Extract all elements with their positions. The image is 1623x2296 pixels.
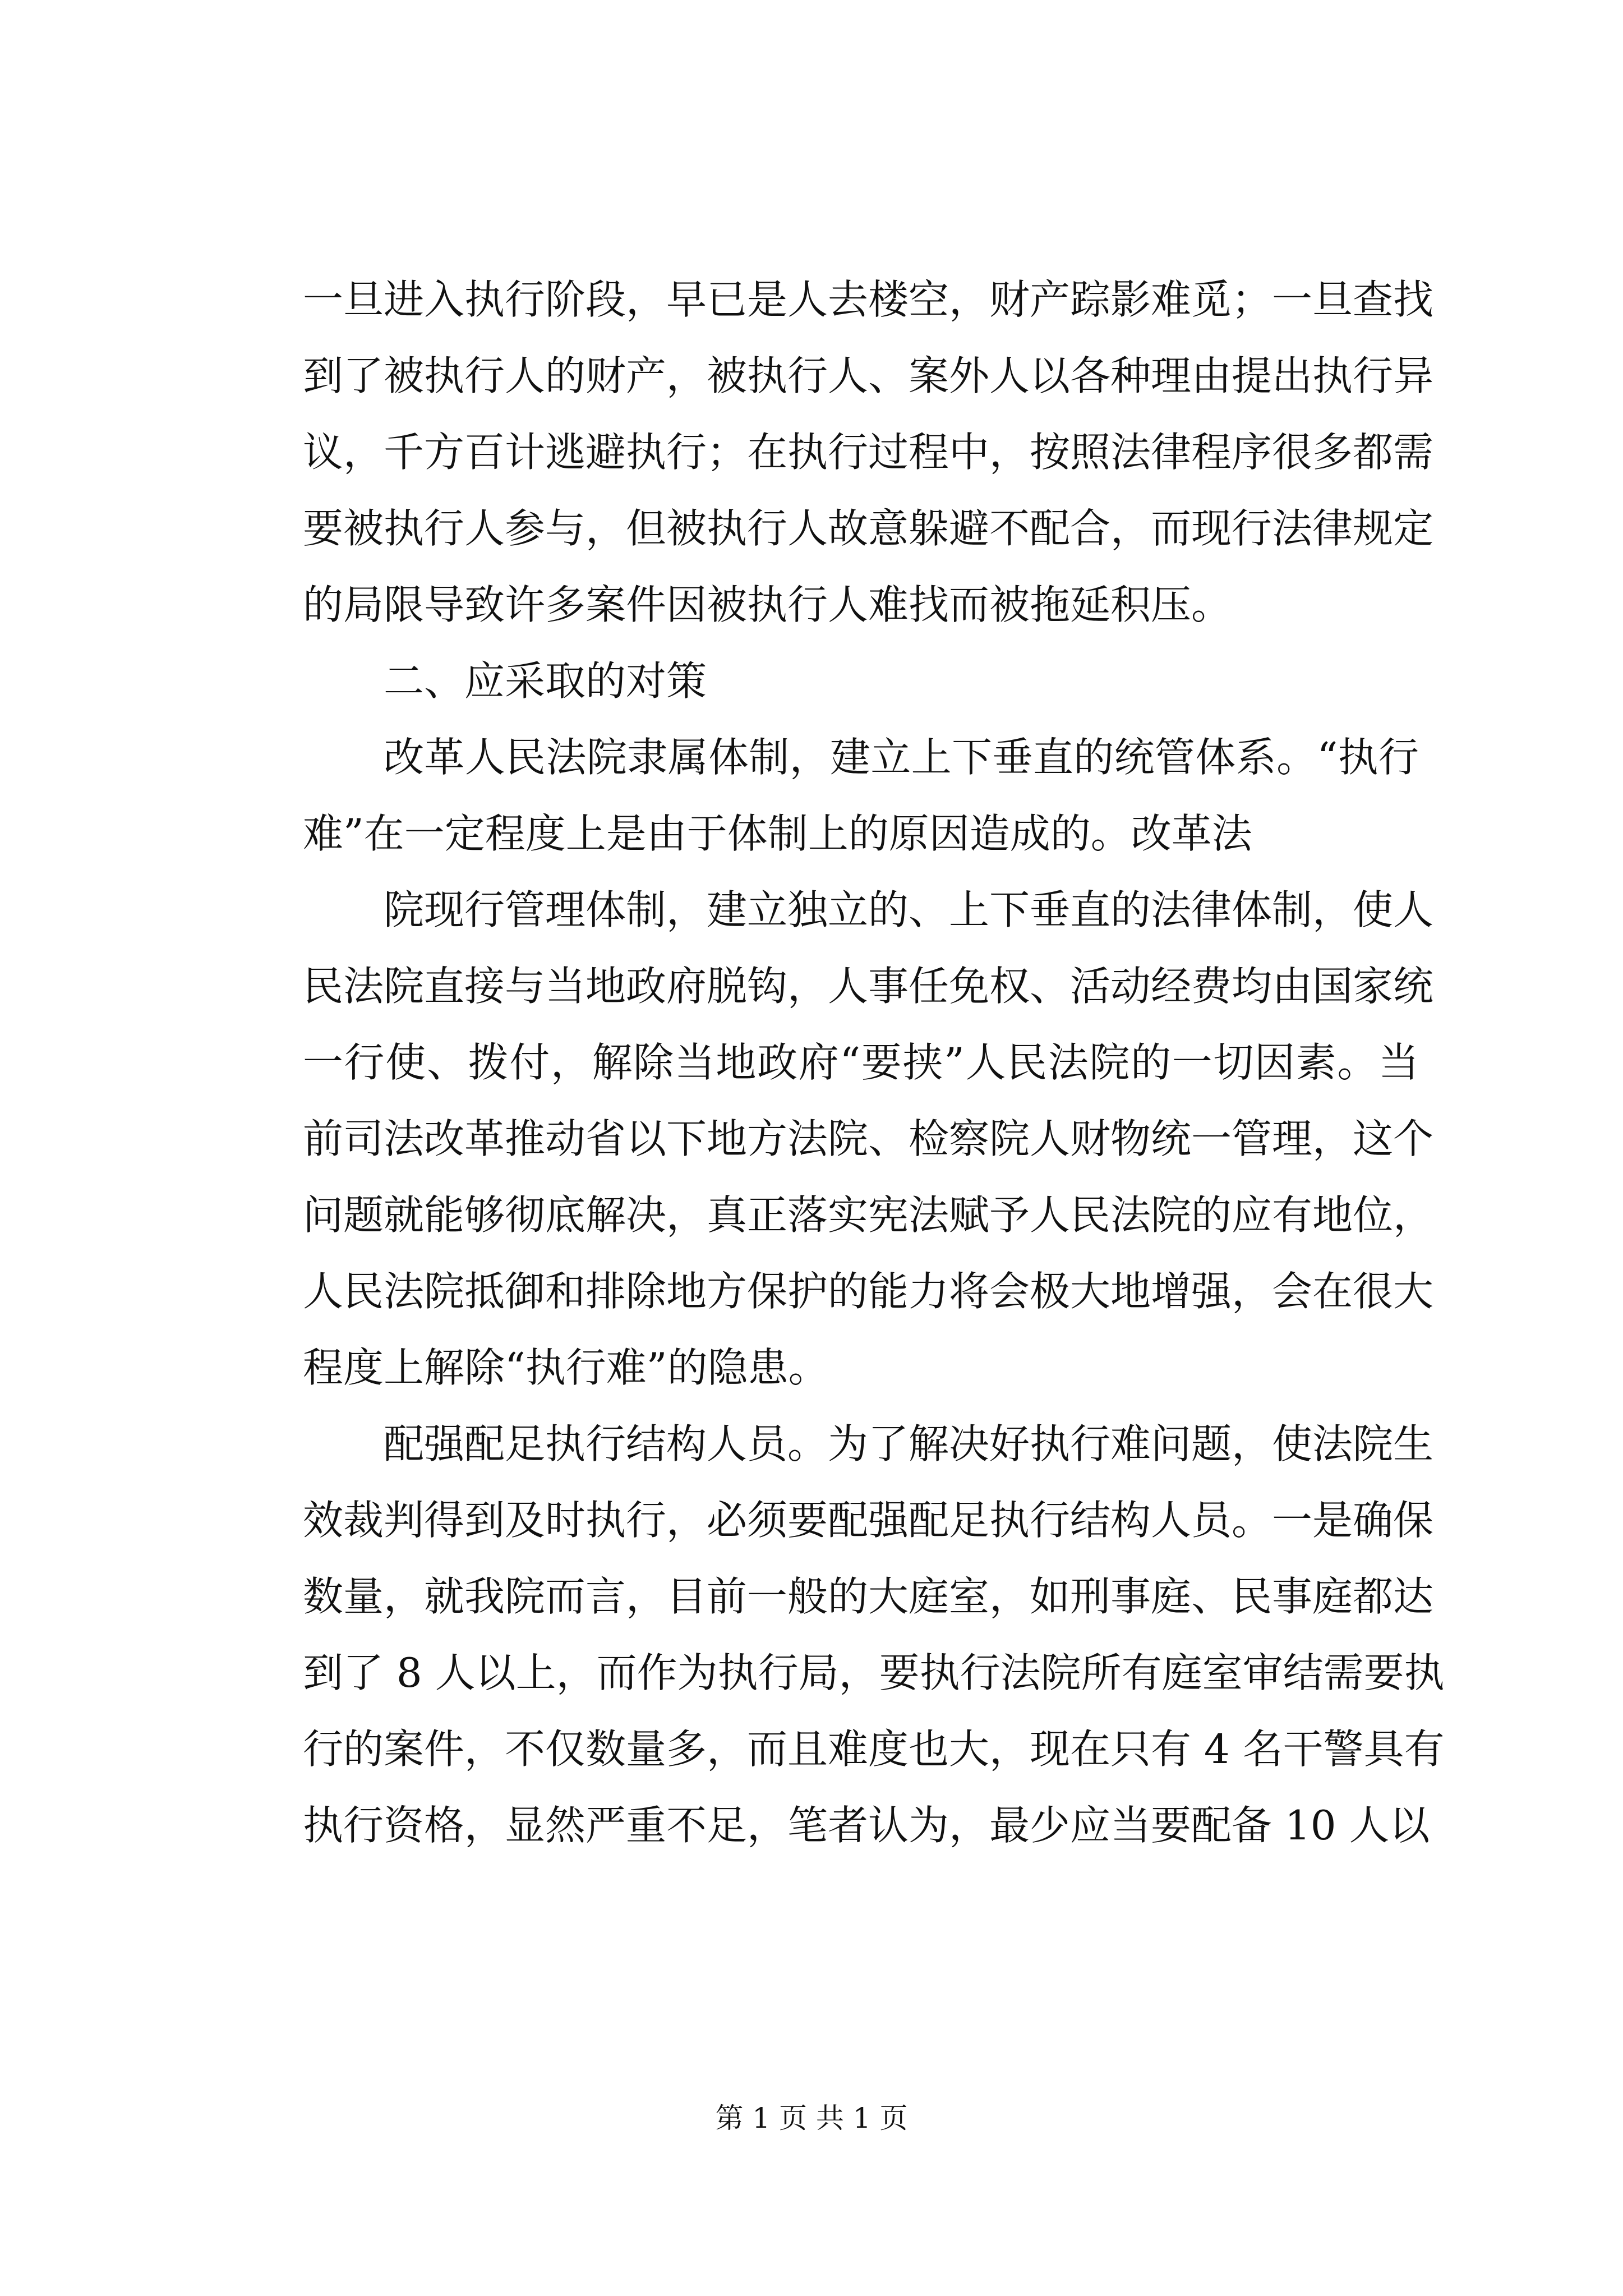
text-line: 改革人民法院隶属体制，建立上下垂直的统管体系。“执行 bbox=[384, 734, 1419, 781]
text-line: 的局限导致许多案件因被执行人难找而被拖延积压。 bbox=[303, 581, 1232, 628]
text-line: 前司法改革推动省以下地方法院、检察院人财物统一管理，这个 bbox=[303, 1115, 1434, 1162]
document-body bbox=[303, 261, 1445, 1864]
text-line: 议，千方百计逃避执行；在执行过程中，按照法律程序很多都需 bbox=[303, 429, 1434, 476]
text-line: 行的案件，不仅数量多，而且难度也大，现在只有 4 名干警具有 bbox=[303, 1726, 1445, 1773]
text-line: 难”在一定程度上是由于体制上的原因造成的。改革法 bbox=[303, 810, 1252, 857]
text-line: 程度上解除“执行难”的隐患。 bbox=[303, 1344, 829, 1391]
page-footer: 第 1 页 共 1 页 bbox=[715, 2102, 908, 2134]
text-line: 配强配足执行结构人员。为了解决好执行难问题，使法院生 bbox=[384, 1420, 1434, 1467]
text-line: 民法院直接与当地政府脱钩，人事任免权、活动经费均由国家统 bbox=[303, 963, 1434, 1010]
text-line: 数量，就我院而言，目前一般的大庭室，如刑事庭、民事庭都达 bbox=[303, 1573, 1434, 1620]
text-line: 执行资格，显然严重不足，笔者认为，最少应当要配备 10 人以 bbox=[303, 1802, 1430, 1849]
section-heading: 二、应采取的对策 bbox=[384, 657, 707, 705]
text-line: 一行使、拨付，解除当地政府“要挟”人民法院的一切因素。当 bbox=[303, 1039, 1419, 1086]
text-line: 人民法院抵御和排除地方保护的能力将会极大地增强，会在很大 bbox=[303, 1268, 1434, 1315]
text-line: 院现行管理体制，建立独立的、上下垂直的法律体制，使人 bbox=[384, 886, 1434, 933]
text-line: 一旦进入执行阶段，早已是人去楼空，财产踪影难觅；一旦查找 bbox=[303, 276, 1434, 323]
text-line: 问题就能够彻底解决，真正落实宪法赋予人民法院的应有地位， bbox=[303, 1191, 1434, 1239]
text-line: 到了被执行人的财产，被执行人、案外人以各种理由提出执行异 bbox=[303, 352, 1434, 399]
text-line: 到了 8 人以上，而作为执行局，要执行法院所有庭室审结需要执 bbox=[303, 1649, 1445, 1696]
text-line: 要被执行人参与，但被执行人故意躲避不配合，而现行法律规定 bbox=[303, 505, 1434, 552]
text-line: 效裁判得到及时执行，必须要配强配足执行结构人员。一是确保 bbox=[303, 1497, 1434, 1544]
